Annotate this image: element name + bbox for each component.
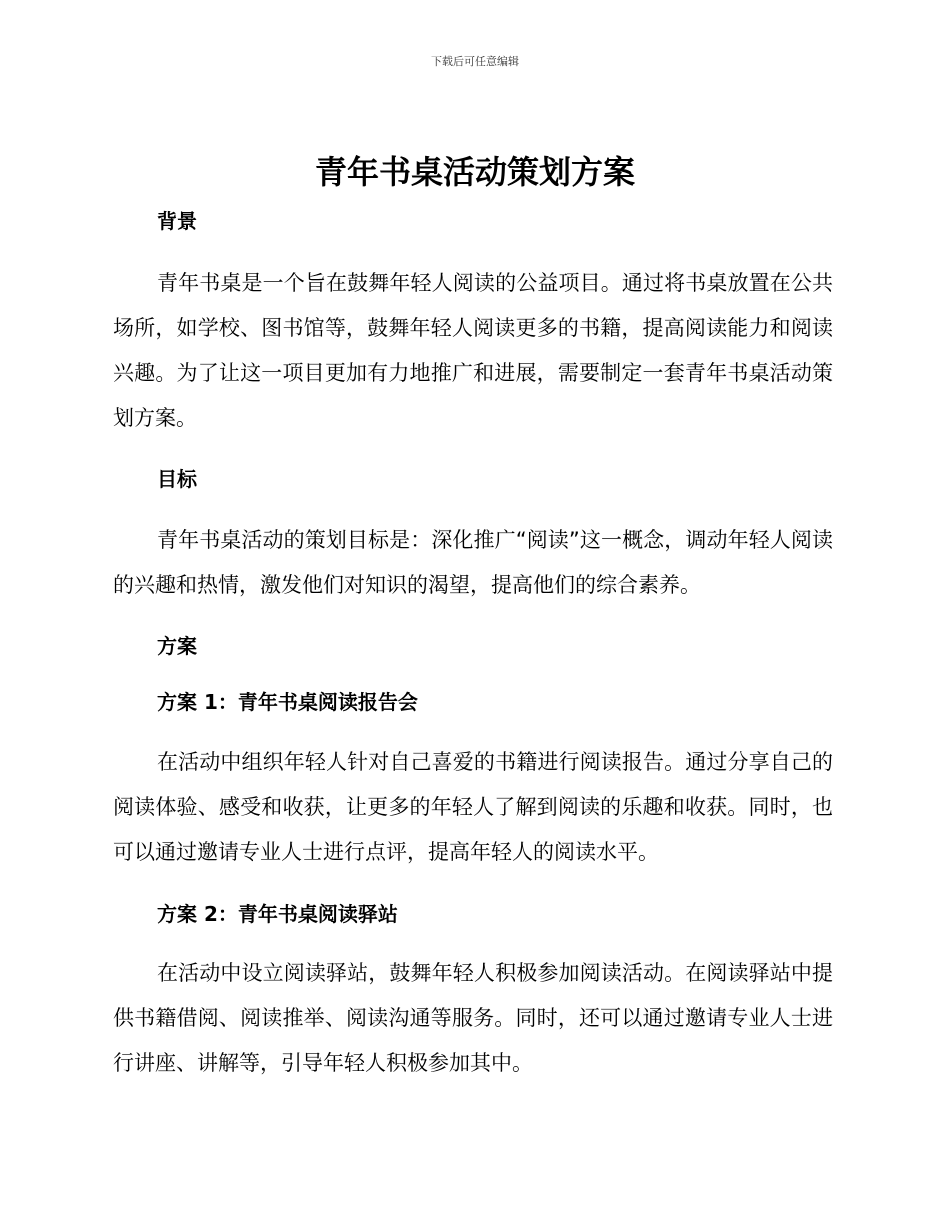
section-heading-goal: 目标	[157, 467, 197, 491]
section-heading-background: 背景	[157, 209, 197, 233]
paragraph-goal: 青年书桌活动的策划目标是：深化推广“阅读”这一概念，调动年轻人阅读的兴趣和热情，激发他们对知识的渴望，提高他们的综合素养。	[113, 528, 833, 597]
section-heading-plan: 方案	[157, 634, 197, 658]
section-heading-plan-1: 方案 1：青年书桌阅读报告会	[157, 690, 418, 714]
paragraph-plan-2: 在活动中设立阅读驿站，鼓舞年轻人积极参加阅读活动。在阅读驿站中提供书籍借阅、阅读推举、阅读沟通等服务。同时，还可以通过邀请专业人士进行讲座、讲解等，引导年轻人积极参加其中。	[113, 961, 833, 1075]
section-heading-plan-2: 方案 2：青年书桌阅读驿站	[157, 902, 398, 926]
document-body	[113, 205, 833, 1086]
document-title: 青年书桌活动策划方案	[314, 153, 635, 191]
page-header-note: 下载后可任意编辑	[431, 55, 519, 68]
paragraph-background: 青年书桌是一个旨在鼓舞年轻人阅读的公益项目。通过将书桌放置在公共场所，如学校、图书馆等，鼓舞年轻人阅读更多的书籍，提高阅读能力和阅读兴趣。为了让这一项目更加有力地推广和进展，需要制定一套青年书桌活动策划方案。	[113, 271, 833, 430]
paragraph-plan-1: 在活动中组织年轻人针对自己喜爱的书籍进行阅读报告。通过分享自己的阅读体验、感受和收获，让更多的年轻人了解到阅读的乐趣和收获。同时，也可以通过邀请专业人士进行点评，提高年轻人的阅读水平。	[113, 750, 833, 864]
